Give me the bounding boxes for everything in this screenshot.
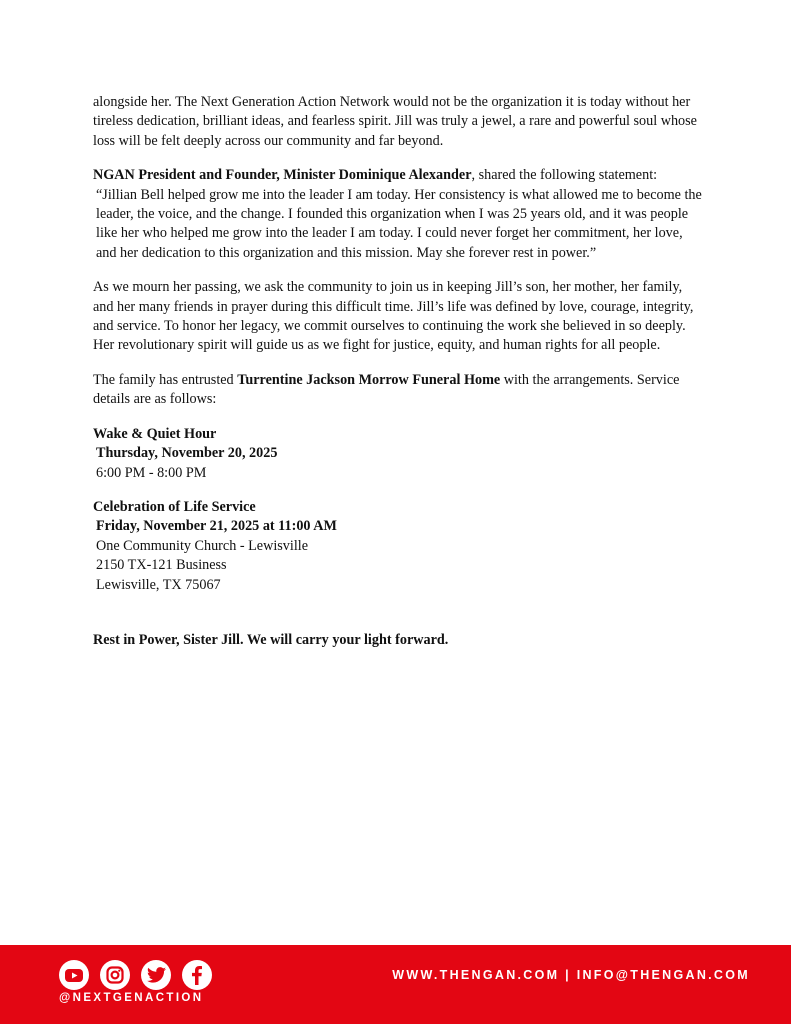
arrangements-text-before: The family has entrusted	[93, 371, 238, 388]
paragraph-tribute: alongside her. The Next Generation Action Network would not be the organization it is today without her tireless dedication, brilliant ideas, and fearless spirit. Jill was truly a jewel, a rare and powerful soul whose loss will be felt deeply across our community and far beyond.	[93, 94, 697, 149]
statement-quote: “Jillian Bell helped grow me into the leader I am today. Her consistency is what allowed me to become the leader, the voice, and the change. I founded this organization when I was 25 years old, and it was people like her who helped me grow into the leader I am today. I could never forget her commitment, her love, and her dedication to this organization and this mission. May she forever rest in power.”	[96, 186, 702, 261]
wake-title: Wake & Quiet Hour	[93, 425, 217, 442]
closing-text: Rest in Power, Sister Jill. We will carry your light forward.	[93, 631, 449, 648]
facebook-icon[interactable]	[182, 960, 212, 990]
statement-intro: , shared the following statement:	[471, 167, 658, 184]
paragraph-mourning: As we mourn her passing, we ask the community to join us in keeping Jill’s son, her mother, her family, and her many friends in prayer during this difficult time. Jill’s life was defined by love, courage, integrity, and service. To honor her legacy, we commit ourselves to continuing the work she believed in so deeply. Her revolutionary spirit will guide us as we fight for justice, equity, and human rights for all people.	[93, 279, 694, 354]
closing-line	[93, 631, 705, 650]
social-links	[59, 960, 212, 990]
youtube-icon[interactable]	[59, 960, 89, 990]
service-venue: One Community Church - Lewisville	[96, 537, 308, 554]
service-date: Friday, November 21, 2025 at 11:00 AM	[96, 518, 337, 535]
wake-time: 6:00 PM - 8:00 PM	[96, 464, 207, 481]
paragraph-arrangements	[93, 371, 705, 410]
funeral-home-name: Turrentine Jackson Morrow Funeral Home	[237, 371, 501, 388]
footer-bar	[0, 945, 791, 1024]
paragraph-statement	[93, 166, 705, 263]
instagram-icon[interactable]	[100, 960, 130, 990]
service-details	[93, 498, 705, 595]
service-title: Celebration of Life Service	[93, 498, 256, 515]
service-address-line2: Lewisville, TX 75067	[96, 576, 221, 593]
contact-info[interactable]: WWW.THENGAN.COM | INFO@THENGAN.COM	[392, 968, 750, 982]
arrangements-text-after: with the arrangements. Service details are as follows:	[93, 371, 680, 408]
twitter-icon[interactable]	[141, 960, 171, 990]
statement-speaker: NGAN President and Founder, Minister Dominique Alexander	[93, 167, 472, 184]
letter-body	[93, 93, 705, 665]
service-address-line1: 2150 TX-121 Business	[96, 557, 227, 574]
wake-details	[93, 425, 705, 483]
social-handle: @NEXTGENACTION	[59, 992, 204, 1004]
wake-date: Thursday, November 20, 2025	[96, 445, 278, 462]
